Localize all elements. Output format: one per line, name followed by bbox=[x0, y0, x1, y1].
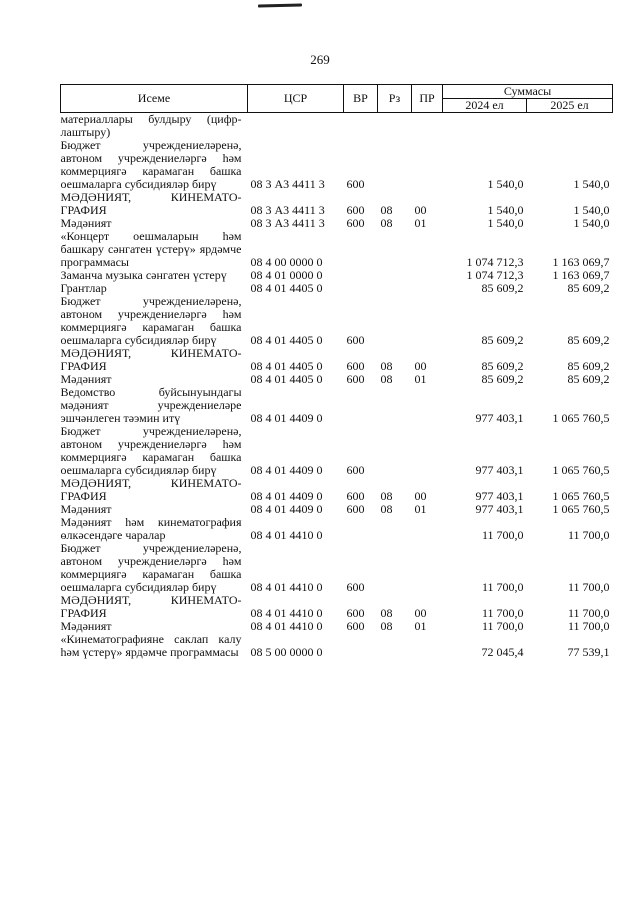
header-csr: ЦСР bbox=[248, 85, 344, 113]
row-sum-2024-cell: 1 074 712,3 bbox=[466, 268, 524, 282]
row-sum-2024-cell: 85 609,2 bbox=[481, 333, 524, 347]
row-vr-cell: 600 bbox=[346, 359, 365, 373]
row-name-cell: «Кинематографияне саклап калу һәм үстерү» ярдәмче программасы bbox=[60, 632, 242, 659]
row-sum-2025-cell: 1 540,0 bbox=[573, 177, 610, 191]
row-pr-cell: 00 bbox=[414, 606, 427, 620]
row-sum-2025-cell: 85 609,2 bbox=[567, 281, 610, 295]
table-row bbox=[61, 191, 613, 217]
row-sum-2024-cell: 11 700,0 bbox=[481, 606, 524, 620]
row-rz-cell: 08 bbox=[380, 372, 393, 386]
table-row bbox=[61, 425, 613, 477]
budget-table bbox=[60, 84, 613, 659]
row-sum-2025-cell: 1 065 760,5 bbox=[552, 463, 610, 477]
row-sum-2025-cell: 11 700,0 bbox=[567, 528, 610, 542]
row-rz-cell bbox=[378, 113, 412, 140]
row-rz-cell: 08 bbox=[380, 502, 393, 516]
row-name-cell: Мәдәният bbox=[60, 216, 112, 230]
row-name-cell: МӘДӘНИЯТ, КИНЕМАТО-ГРАФИЯ bbox=[60, 190, 242, 217]
row-pr-cell: 00 bbox=[414, 489, 427, 503]
row-pr-cell bbox=[412, 282, 443, 295]
row-rz-cell bbox=[378, 295, 412, 347]
row-rz-cell: 08 bbox=[380, 606, 393, 620]
row-csr-cell: 08 4 01 4410 0 bbox=[250, 619, 323, 633]
row-pr-cell bbox=[412, 633, 443, 659]
table-row bbox=[61, 230, 613, 269]
row-name-cell: Мәдәният bbox=[60, 502, 112, 516]
row-sum-2024-cell: 85 609,2 bbox=[481, 281, 524, 295]
table-row bbox=[61, 347, 613, 373]
row-csr-cell: 08 4 01 4405 0 bbox=[250, 359, 323, 373]
row-sum-2024-cell: 11 700,0 bbox=[481, 528, 524, 542]
row-csr-cell: 08 4 01 4405 0 bbox=[250, 333, 323, 347]
row-sum-2025-cell: 1 540,0 bbox=[573, 216, 610, 230]
row-vr-cell: 600 bbox=[346, 333, 365, 347]
row-rz-cell: 08 bbox=[380, 203, 393, 217]
row-vr-cell: 600 bbox=[346, 619, 365, 633]
header-year-2024: 2024 ел bbox=[443, 99, 527, 113]
row-name-cell: материаллары булдыру (цифр-лаштыру) bbox=[60, 112, 242, 139]
row-name-cell: Бюджет учреждениеләренә, автоном учреждениеләргә һәм коммерциягә карамаган башка оешмаларга субсидияләр бирү bbox=[60, 541, 242, 594]
row-csr-cell: 08 4 01 4405 0 bbox=[250, 372, 323, 386]
table-row bbox=[61, 594, 613, 620]
row-pr-cell bbox=[412, 269, 443, 282]
row-sum-2024-cell: 977 403,1 bbox=[475, 411, 524, 425]
row-pr-cell bbox=[412, 113, 443, 140]
row-rz-cell bbox=[378, 542, 412, 594]
row-name-cell: МӘДӘНИЯТ, КИНЕМАТО-ГРАФИЯ bbox=[60, 593, 242, 620]
row-vr-cell: 600 bbox=[346, 177, 365, 191]
row-sum-2025-cell bbox=[527, 113, 613, 140]
row-vr-cell bbox=[344, 633, 378, 659]
row-rz-cell bbox=[378, 282, 412, 295]
table-header bbox=[61, 85, 613, 113]
row-rz-cell bbox=[378, 516, 412, 542]
page-number: 269 bbox=[310, 52, 330, 67]
row-csr-cell: 08 5 00 0000 0 bbox=[250, 645, 323, 659]
row-rz-cell bbox=[378, 386, 412, 425]
row-sum-2025-cell: 1 065 760,5 bbox=[552, 411, 610, 425]
row-vr-cell bbox=[344, 282, 378, 295]
table-row bbox=[61, 113, 613, 140]
table-row bbox=[61, 516, 613, 542]
row-pr-cell: 00 bbox=[414, 359, 427, 373]
row-name-cell: «Концерт оешмаларын һәм башкару сәнгатен үстерү» ярдәмче программасы bbox=[60, 229, 242, 269]
row-sum-2024-cell: 1 540,0 bbox=[487, 203, 524, 217]
row-sum-2024-cell: 72 045,4 bbox=[481, 645, 524, 659]
header-year-2025: 2025 ел bbox=[527, 99, 613, 113]
row-sum-2025-cell: 11 700,0 bbox=[567, 619, 610, 633]
table-row bbox=[61, 477, 613, 503]
row-csr-cell: 08 4 01 4409 0 bbox=[250, 463, 323, 477]
row-vr-cell bbox=[344, 516, 378, 542]
row-rz-cell bbox=[378, 230, 412, 269]
row-name-cell: Мәдәният һәм кинематография өлкәсендәге чаралар bbox=[60, 515, 242, 542]
row-sum-2024-cell: 977 403,1 bbox=[475, 502, 524, 516]
row-sum-2025-cell: 1 163 069,7 bbox=[552, 255, 610, 269]
row-rz-cell: 08 bbox=[380, 216, 393, 230]
row-sum-2024-cell: 85 609,2 bbox=[481, 372, 524, 386]
header-rz: Рз bbox=[378, 85, 412, 113]
row-csr-cell: 08 4 01 4409 0 bbox=[250, 411, 323, 425]
row-name-cell: Мәдәният bbox=[60, 619, 112, 633]
row-pr-cell bbox=[412, 425, 443, 477]
row-name-cell: Ведомство буйсынуындагы мәдәният учреждениеләре эшчәнлеген тәэмин итү bbox=[60, 385, 242, 425]
table-row bbox=[61, 269, 613, 282]
table-row bbox=[61, 139, 613, 191]
row-sum-2024-cell: 11 700,0 bbox=[481, 619, 524, 633]
row-csr-cell: 08 3 А3 4411 3 bbox=[250, 216, 325, 230]
row-csr-cell: 08 3 А3 4411 3 bbox=[250, 203, 325, 217]
row-vr-cell: 600 bbox=[346, 489, 365, 503]
row-sum-2024-cell: 1 074 712,3 bbox=[466, 255, 524, 269]
row-sum-2025-cell: 85 609,2 bbox=[567, 359, 610, 373]
row-name-cell: Бюджет учреждениеләренә, автоном учреждениеләргә һәм коммерциягә карамаган башка оешмаларга субсидияләр бирү bbox=[60, 424, 242, 477]
row-pr-cell bbox=[412, 542, 443, 594]
row-vr-cell: 600 bbox=[346, 203, 365, 217]
row-sum-2024-cell: 977 403,1 bbox=[475, 489, 524, 503]
row-name-cell: Заманча музыка сәнгатен үстерү bbox=[60, 268, 227, 282]
row-name-cell: Бюджет учреждениеләренә, автоном учреждениеләргә һәм коммерциягә карамаган башка оешмаларга субсидияләр бирү bbox=[60, 138, 242, 191]
row-rz-cell bbox=[378, 425, 412, 477]
row-name-cell: МӘДӘНИЯТ, КИНЕМАТО-ГРАФИЯ bbox=[60, 346, 242, 373]
table-row bbox=[61, 633, 613, 659]
row-sum-2024-cell: 977 403,1 bbox=[475, 463, 524, 477]
row-sum-2025-cell: 1 163 069,7 bbox=[552, 268, 610, 282]
row-csr-cell: 08 4 01 0000 0 bbox=[250, 268, 323, 282]
row-pr-cell bbox=[412, 295, 443, 347]
row-sum-2025-cell: 11 700,0 bbox=[567, 580, 610, 594]
row-rz-cell: 08 bbox=[380, 489, 393, 503]
table-row bbox=[61, 386, 613, 425]
row-rz-cell: 08 bbox=[380, 359, 393, 373]
row-pr-cell: 01 bbox=[414, 502, 427, 516]
header-pr: ПР bbox=[412, 85, 443, 113]
row-rz-cell bbox=[378, 633, 412, 659]
row-pr-cell: 01 bbox=[414, 216, 427, 230]
header-name: Исеме bbox=[61, 85, 248, 113]
row-sum-2025-cell: 11 700,0 bbox=[567, 606, 610, 620]
row-name-cell: Бюджет учреждениеләренә, автоном учреждениеләргә һәм коммерциягә карамаган башка оешмаларга субсидияләр бирү bbox=[60, 294, 242, 347]
row-csr-cell: 08 3 А3 4411 3 bbox=[250, 177, 325, 191]
row-pr-cell bbox=[412, 139, 443, 191]
row-pr-cell bbox=[412, 386, 443, 425]
table-row bbox=[61, 295, 613, 347]
row-vr-cell: 600 bbox=[346, 372, 365, 386]
row-vr-cell: 600 bbox=[346, 606, 365, 620]
row-sum-2024-cell bbox=[443, 113, 527, 140]
row-sum-2024-cell: 1 540,0 bbox=[487, 177, 524, 191]
header-sums: Суммасы bbox=[443, 85, 613, 99]
row-rz-cell bbox=[378, 269, 412, 282]
row-vr-cell: 600 bbox=[346, 216, 365, 230]
row-sum-2025-cell: 85 609,2 bbox=[567, 372, 610, 386]
row-name-cell: Грантлар bbox=[60, 281, 107, 295]
row-sum-2024-cell: 1 540,0 bbox=[487, 216, 524, 230]
row-sum-2024-cell: 11 700,0 bbox=[481, 580, 524, 594]
table-row bbox=[61, 542, 613, 594]
row-csr-cell: 08 4 01 4410 0 bbox=[250, 528, 323, 542]
row-sum-2025-cell: 77 539,1 bbox=[567, 645, 610, 659]
row-pr-cell: 01 bbox=[414, 372, 427, 386]
row-vr-cell bbox=[344, 269, 378, 282]
row-vr-cell: 600 bbox=[346, 580, 365, 594]
row-pr-cell: 00 bbox=[414, 203, 427, 217]
row-name-cell: МӘДӘНИЯТ, КИНЕМАТО-ГРАФИЯ bbox=[60, 476, 242, 503]
row-vr-cell: 600 bbox=[346, 463, 365, 477]
row-vr-cell bbox=[344, 386, 378, 425]
row-name-cell: Мәдәният bbox=[60, 372, 112, 386]
row-sum-2024-cell: 85 609,2 bbox=[481, 359, 524, 373]
row-pr-cell bbox=[412, 516, 443, 542]
row-csr-cell: 08 4 01 4409 0 bbox=[250, 502, 323, 516]
row-csr-cell: 08 4 01 4405 0 bbox=[250, 281, 323, 295]
row-csr-cell bbox=[248, 113, 344, 140]
row-csr-cell: 08 4 01 4409 0 bbox=[250, 489, 323, 503]
row-rz-cell bbox=[378, 139, 412, 191]
row-pr-cell bbox=[412, 230, 443, 269]
row-rz-cell: 08 bbox=[380, 619, 393, 633]
row-vr-cell bbox=[344, 230, 378, 269]
scan-artifact-mark bbox=[258, 3, 302, 7]
row-csr-cell: 08 4 01 4410 0 bbox=[250, 606, 323, 620]
row-pr-cell: 01 bbox=[414, 619, 427, 633]
table-body bbox=[61, 113, 613, 660]
row-sum-2025-cell: 1 065 760,5 bbox=[552, 489, 610, 503]
row-sum-2025-cell: 1 065 760,5 bbox=[552, 502, 610, 516]
row-vr-cell: 600 bbox=[346, 502, 365, 516]
row-csr-cell: 08 4 00 0000 0 bbox=[250, 255, 323, 269]
row-sum-2025-cell: 85 609,2 bbox=[567, 333, 610, 347]
header-vr: ВР bbox=[344, 85, 378, 113]
row-sum-2025-cell: 1 540,0 bbox=[573, 203, 610, 217]
row-csr-cell: 08 4 01 4410 0 bbox=[250, 580, 323, 594]
row-vr-cell bbox=[344, 113, 378, 140]
